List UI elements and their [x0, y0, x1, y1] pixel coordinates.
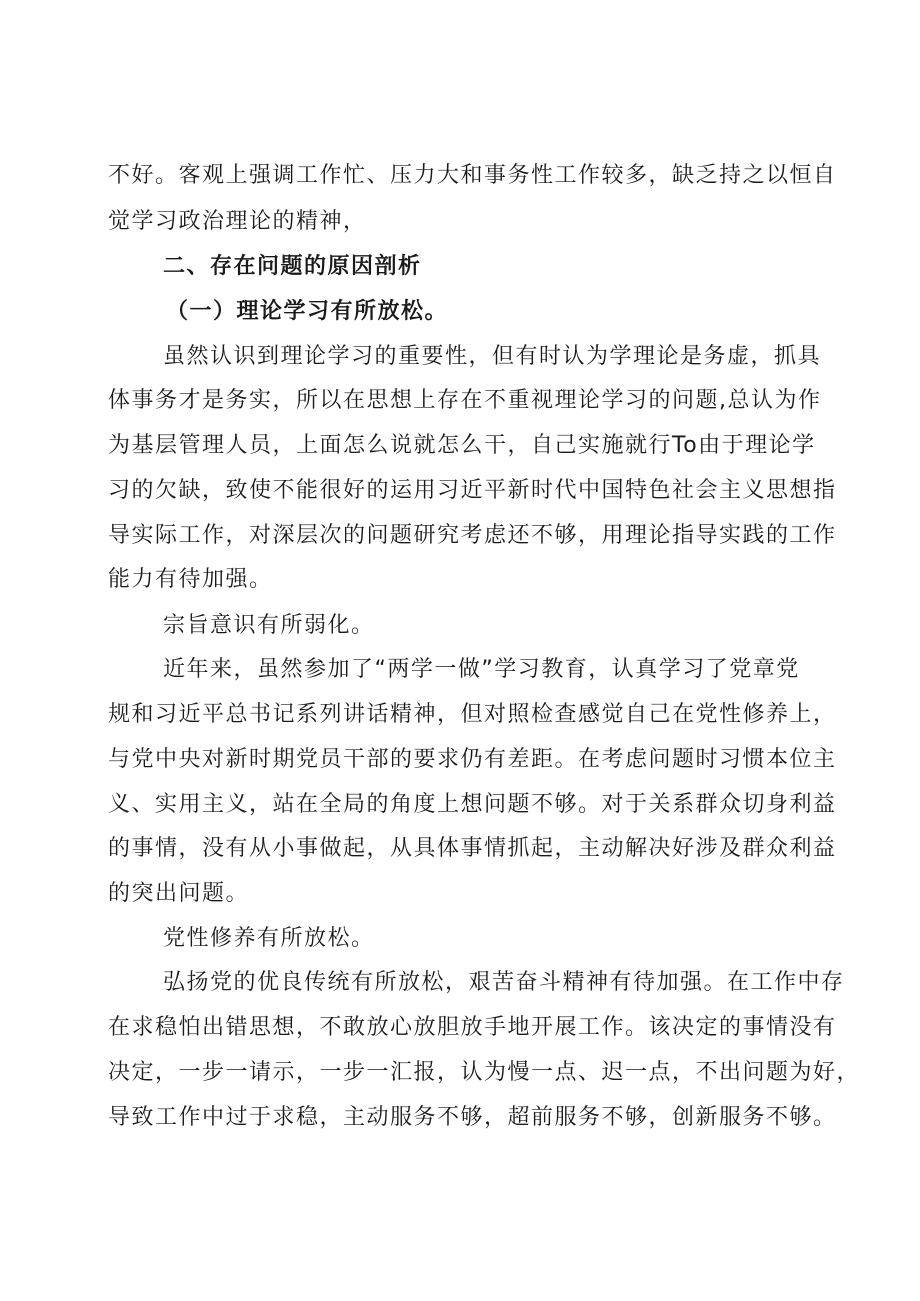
paragraph-line: 不好。客观上强调工作忙、压力大和事务性工作较多，缺乏持之以恒自	[108, 163, 837, 188]
paragraph-line: 弘扬党的优良传统有所放松，艰苦奋斗精神有待加强。在工作中存	[163, 970, 845, 995]
section-heading: 二、存在问题的原因剖析	[163, 254, 422, 279]
paragraph-line: 虽然认识到理论学习的重要性，但有时认为学理论是务虚，抓具	[163, 344, 822, 369]
paragraph-line: 能力有待加强。	[108, 567, 273, 592]
paragraph-line: 导实际工作，对深层次的问题研究考虑还不够，用理论指导实践的工作	[108, 523, 837, 548]
subsection-heading: 党性修养有所放松。	[163, 926, 375, 951]
paragraph-line: 规和习近平总书记系列讲话精神，但对照检查感觉自己在党性修养上，	[108, 702, 837, 727]
paragraph-line: 觉学习政治理论的精神，	[108, 209, 367, 234]
paragraph-line: 的事情，没有从小事做起，从具体事情抓起，主动解决好涉及群众利益	[108, 836, 837, 861]
paragraph-line: 与党中央对新时期党员干部的要求仍有差距。在考虑问题时习惯本位主	[108, 747, 837, 772]
paragraph-line: 体事务才是务实，所以在思想上存在不重视理论学习的问题,总认为作	[108, 388, 822, 413]
subsection-heading: 宗旨意识有所弱化。	[163, 613, 375, 638]
paragraph-line: 近年来，虽然参加了“两学一做”学习教育，认真学习了党章党	[163, 657, 800, 682]
paragraph-line: 在求稳怕出错思想，不敢放心放胆放手地开展工作。该决定的事情没有	[108, 1015, 837, 1040]
paragraph-line: 导致工作中过于求稳，主动服务不够，超前服务不够，创新服务不够。	[108, 1105, 837, 1130]
paragraph-line: 习的欠缺，致使不能很好的运用习近平新时代中国特色社会主义思想指	[108, 478, 837, 503]
paragraph-line: 为基层管理人员，上面怎么说就怎么干，自己实施就行To由于理论学	[108, 433, 816, 458]
paragraph-line: 义、实用主义，站在全局的角度上想问题不够。对于关系群众切身利益	[108, 792, 837, 817]
subsection-heading: （一）理论学习有所放松。	[166, 299, 449, 324]
paragraph-line: 决定，一步一请示，一步一汇报，认为慢一点、迟一点，不出问题为好，	[108, 1060, 861, 1085]
paragraph-line: 的突出问题。	[108, 881, 250, 906]
